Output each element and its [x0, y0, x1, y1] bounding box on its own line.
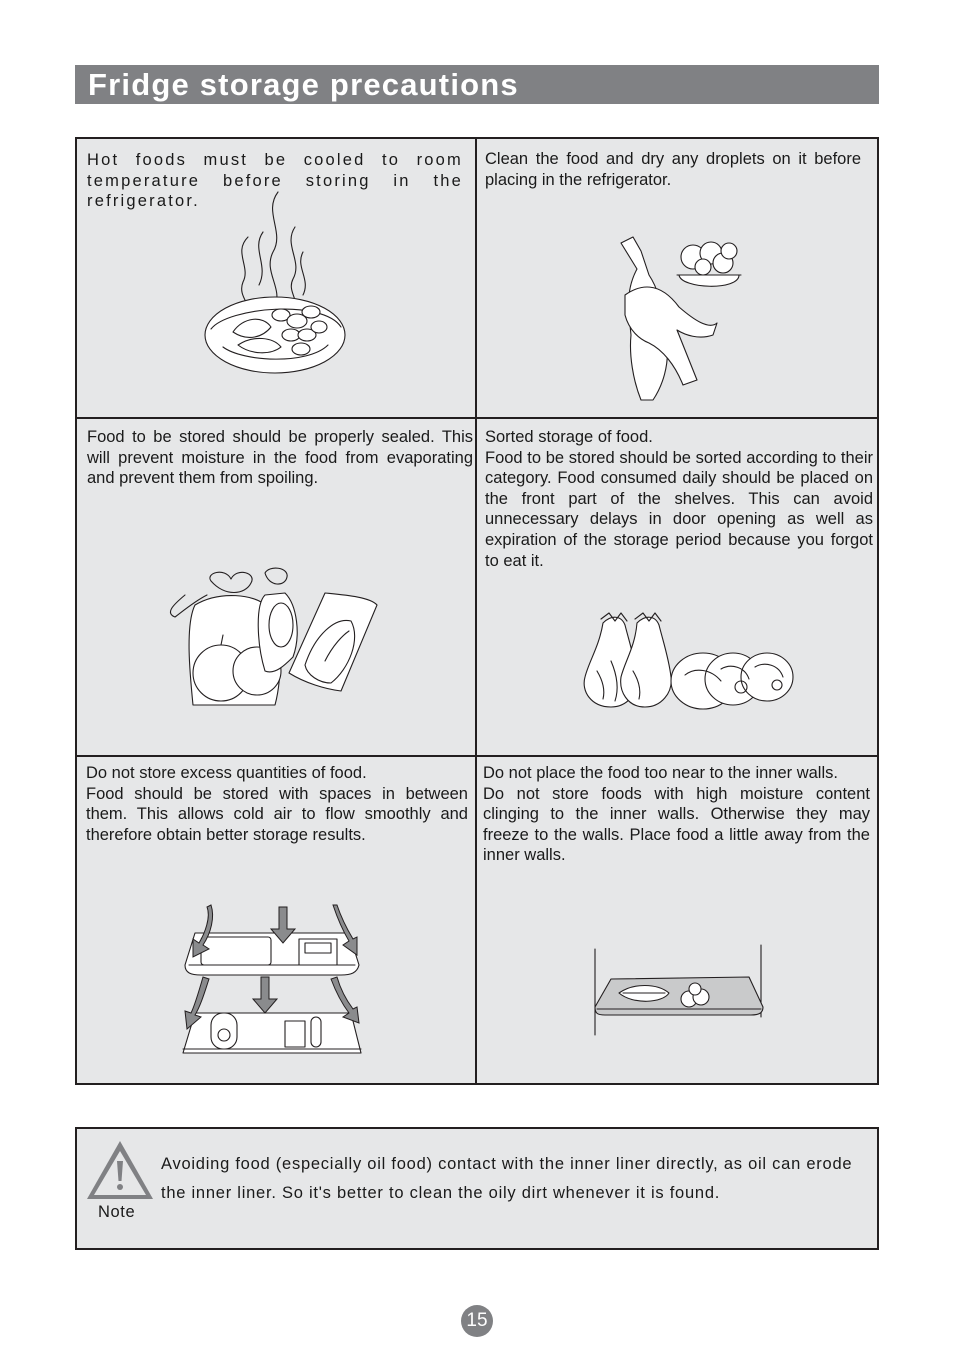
- note-box: [75, 1127, 879, 1250]
- precaution-text: Hot foods must be cooled to room temperature before storing in the refrigerator.: [87, 151, 463, 211]
- page-title: Fridge storage precautions: [88, 67, 519, 102]
- title-bar: [75, 65, 879, 104]
- precaution-text: Food to be stored should be properly sealed. This will prevent moisture in the food from evaporating and prevent them from spoiling.: [87, 428, 473, 488]
- precaution-cell-hot-food: [77, 139, 475, 417]
- precaution-cell-inner-walls: [477, 757, 877, 1083]
- precaution-cell-sealed-food: [77, 419, 475, 755]
- precaution-cell-excess-quantity: [77, 757, 475, 1083]
- page-number: 15: [461, 1305, 493, 1337]
- precaution-text: Do not place the food too near to the inner walls. Do not store foods with high moisture content clinging to the inner walls. Otherwise they may freeze to the walls. Place food a little away from the inner walls.: [483, 764, 870, 865]
- sealed-food-bags-icon: [165, 565, 387, 711]
- precaution-text: Clean the food and dry any droplets on it before placing in the refrigerator.: [485, 150, 861, 189]
- sorted-meat-icon: [581, 611, 807, 711]
- warning-triangle-icon: [85, 1139, 155, 1201]
- note-text: Avoiding food (especially oil food) contact with the inner liner directly, as oil can erode the inner liner. So it's better to clean the oily dirt whenever it is found.: [161, 1155, 853, 1202]
- precaution-text: Do not store excess quantities of food. Food should be stored with spaces in between them. This allows cold air to flow smoothly and therefore obtain better storage results.: [86, 764, 468, 844]
- note-label: Note: [98, 1203, 136, 1221]
- precautions-grid: [75, 137, 879, 1085]
- shelf-inner-walls-icon: [593, 943, 765, 1037]
- hot-food-bowl-icon: [203, 187, 353, 407]
- precaution-text: Sorted storage of food. Food to be stored should be sorted according to their category. Food consumed daily should be placed on the front part of the shelves. This can avoid unnecessary delays in door opening as well as expiration of the storage period because you forgot to eat it.: [485, 428, 873, 570]
- bottle-and-fruit-plate-icon: [619, 235, 761, 405]
- precaution-cell-sorted-storage: [477, 419, 877, 755]
- precaution-cell-clean-food: [477, 139, 877, 417]
- airflow-shelves-icon: [181, 903, 365, 1049]
